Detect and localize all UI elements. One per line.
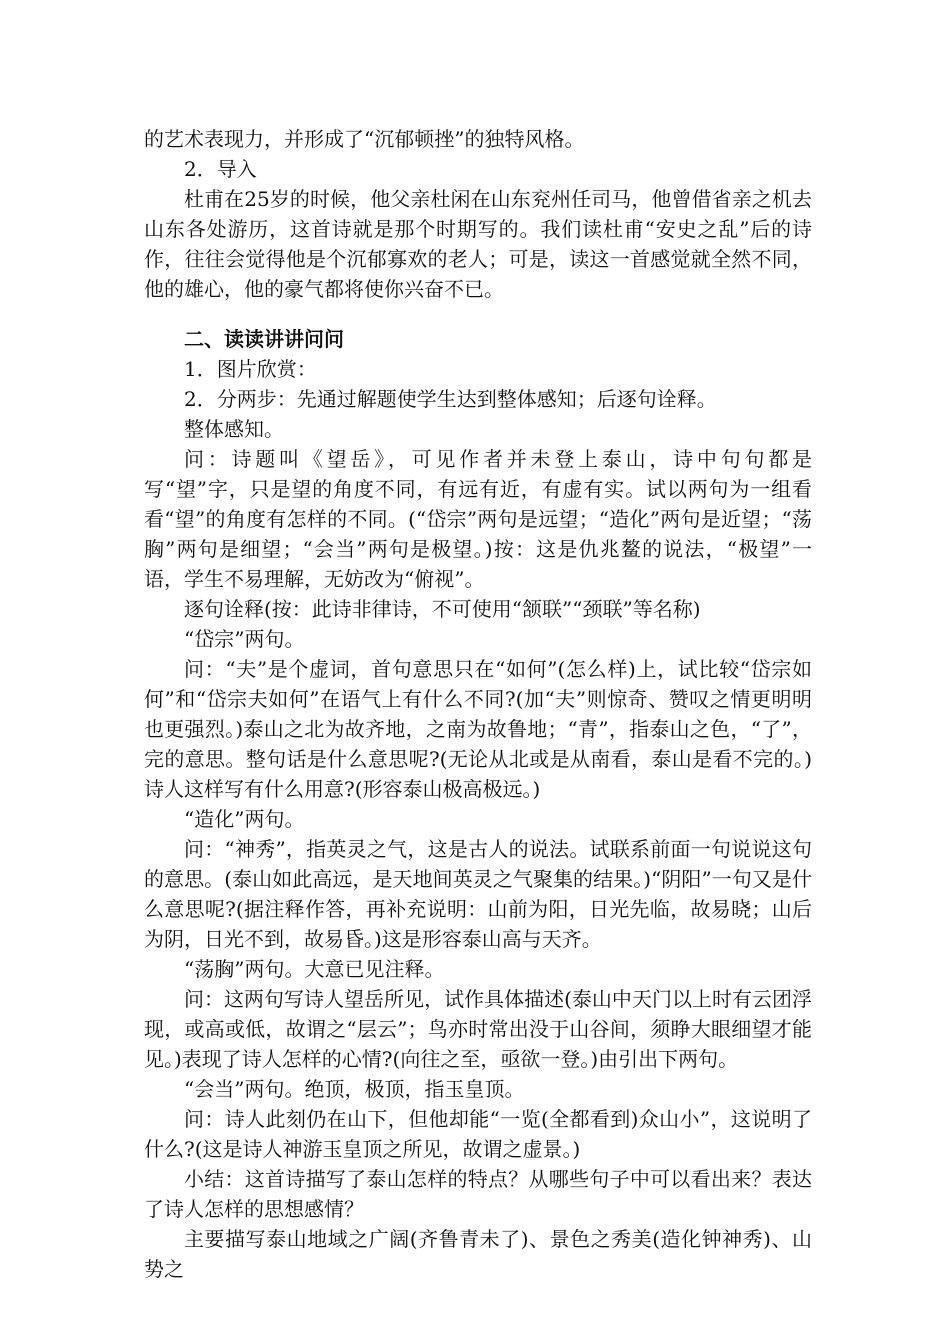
paragraph-huidang-heading: “会当”两句。绝顶，极顶，指玉皇顶。 [184,1077,525,1101]
paragraph-dangxiong-heading: “荡胸”两句。大意已见注释。 [184,957,445,981]
paragraph-summary: 小结：这首诗描写了泰山怎样的特点？从哪些句子中可以看出来？表达了诗人怎样的思想感情？ [144,1167,812,1221]
paragraph-summary-answer: 主要描写泰山地域之广阔(齐鲁青未了)、景色之秀美(造化钟神秀)、山势之 [144,1227,812,1281]
paragraph-dangxiong-question: 问：这两句写诗人望岳所见，试作具体描述(泰山中天门以上时有云团浮现，或高或低，故谓之“层云”；鸟亦时常出没于山谷间，须睁大眼细望才能见。)表现了诗人怎样的心情?(向往之至，亟欲一登。)由引出下两句。 [144,987,812,1071]
paragraph-line-by-line: 逐句诠释(按：此诗非律诗，不可使用“颔联”“颈联”等名称) [184,597,701,621]
paragraph-section-daoru: 2．导入 [184,157,257,181]
paragraph-zaohua-question: 问：“神秀”，指英灵之气，这是古人的说法。试联系前面一句说说这句的意思。(泰山如此高远，是天地间英灵之气聚集的结果。)“阴阳”一句又是什么意思呢?(据注释作答，再补充说明：山前为阳，日光先临，故易晓；山后为阴，日光不到，故易昏。)这是形容泰山高与天齐。 [144,837,812,951]
paragraph-overall: 整体感知。 [184,417,284,441]
paragraph-zaohua-heading: “造化”两句。 [184,807,305,831]
paragraph-daizong-question: 问：“夫”是个虚词，首句意思只在“如何”(怎么样)上，试比较“岱宗如何”和“岱宗夫如何”在语气上有什么不同?(加“夫”则惊奇、赞叹之情更明明也更强烈。)泰山之北为故齐地，之南为故鲁地；“青”，指泰山之色，“了”，完的意思。整句话是什么意思呢?(无论从北或是从南看，泰山是看不完的。)诗人这样写有什么用意?(形容泰山极高极远。) [144,657,812,801]
paragraph-item-1: 1．图片欣赏： [184,357,317,381]
section-gap [144,304,812,324]
paragraph-daoru-body: 杜甫在25岁的时候，他父亲杜闲在山东兖州任司马，他曾借省亲之机去山东各处游历，这首诗就是那个时期写的。我们读杜甫“安史之乱”后的诗作，往往会觉得他是个沉郁寡欢的老人；可是，读这一首感觉就全然不同，他的雄心，他的豪气都将使你兴奋不已。 [144,187,812,301]
paragraph-daizong-heading: “岱宗”两句。 [184,627,305,651]
paragraph-huidang-question: 问：诗人此刻仍在山下，但他却能“一览(全都看到)众山小”，这说明了什么?(这是诗人神游玉皇顶之所见，故谓之虚景。) [144,1107,812,1161]
document-body [144,124,812,1284]
paragraph-item-2: 2．分两步：先通过解题使学生达到整体感知；后逐句诠释。 [184,387,717,411]
paragraph-question-title: 问：诗题叫《望岳》，可见作者并未登上泰山，诗中句句都是写“望”字，只是望的角度不同，有远有近，有虚有实。试以两句为一组看看“望”的角度有怎样的不同。(“岱宗”两句是远望；“造化”两句是近望；“荡胸”两句是细望；“会当”两句是极望。)按：这是仇兆鳌的说法，“极望”一语，学生不易理解，无妨改为“俯视”。 [144,447,812,591]
paragraph-intro-continuation: 的艺术表现力，并形成了“沉郁顿挫”的独特风格。 [144,127,585,151]
section-heading: 二、读读讲讲问问 [184,327,344,351]
